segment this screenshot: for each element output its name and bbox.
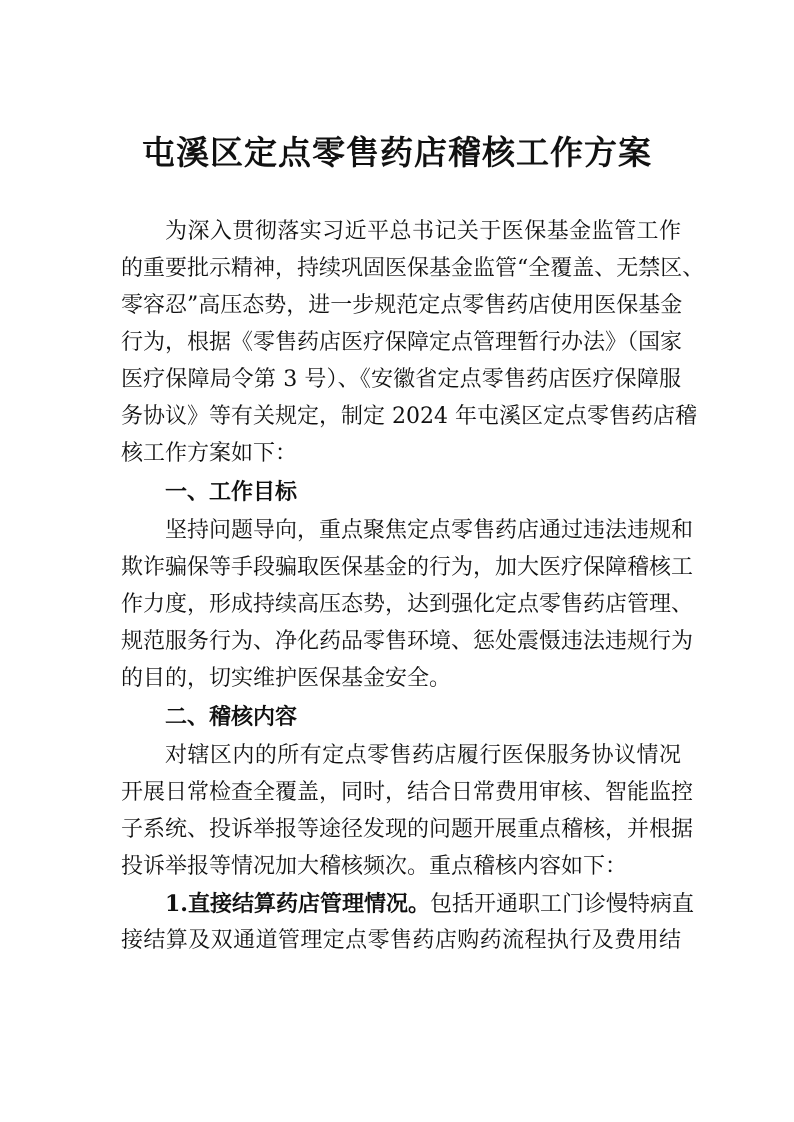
paragraph-line: 坚持问题导向，重点聚焦定点零售药店通过违法违规和 <box>165 518 694 543</box>
paragraph-line: 医疗保障局令第 3 号）、《安徽省定点零售药店医疗保障服 <box>121 367 681 392</box>
paragraph-line: 行为，根据《零售药店医疗保障定点管理暂行办法》（国家 <box>121 330 683 355</box>
paragraph-line: 接结算及双通道管理定点零售药店购药流程执行及费用结 <box>121 928 681 953</box>
paragraph-line: 投诉举报等情况加大稽核频次。重点稽核内容如下： <box>121 854 628 879</box>
paragraph-line: 规范服务行为、净化药品零售环境、惩处震慑违法违规行为 <box>121 629 694 654</box>
paragraph-line: 的目的，切实维护医保基金安全。 <box>121 666 452 691</box>
section-heading: 一、工作目标 <box>165 480 298 505</box>
paragraph-line: 欺诈骗保等手段骗取医保基金的行为，加大医疗保障稽核工 <box>121 555 694 580</box>
paragraph-line: 零容忍”高压态势，进一步规范定点零售药店使用医保基金 <box>121 293 683 318</box>
item-text: 包括开通职工门诊慢特病直 <box>429 892 694 917</box>
paragraph-line: 作力度，形成持续高压态势，达到强化定点零售药店管理、 <box>121 592 694 617</box>
paragraph-line: 开展日常检查全覆盖，同时，结合日常费用审核、智能监控 <box>121 780 694 805</box>
paragraph-line: 的重要批示精神，持续巩固医保基金监管“全覆盖、无禁区、 <box>121 256 705 281</box>
paragraph-line: 子系统、投诉举报等途径发现的问题开展重点稽核，并根据 <box>121 817 694 842</box>
paragraph-line: 务协议》等有关规定，制定 2024 年屯溪区定点零售药店稽 <box>121 404 697 429</box>
paragraph-line: 核工作方案如下： <box>121 441 298 466</box>
paragraph-line: 为深入贯彻落实习近平总书记关于医保基金监管工作 <box>165 219 681 244</box>
item-label: 1.直接结算药店管理情况。 <box>165 891 430 917</box>
numbered-item <box>165 889 694 920</box>
document-title: 屯溪区定点零售药店稽核工作方案 <box>142 133 652 172</box>
section-heading: 二、稽核内容 <box>165 705 298 730</box>
paragraph-line: 对辖区内的所有定点零售药店履行医保服务协议情况 <box>165 743 681 768</box>
